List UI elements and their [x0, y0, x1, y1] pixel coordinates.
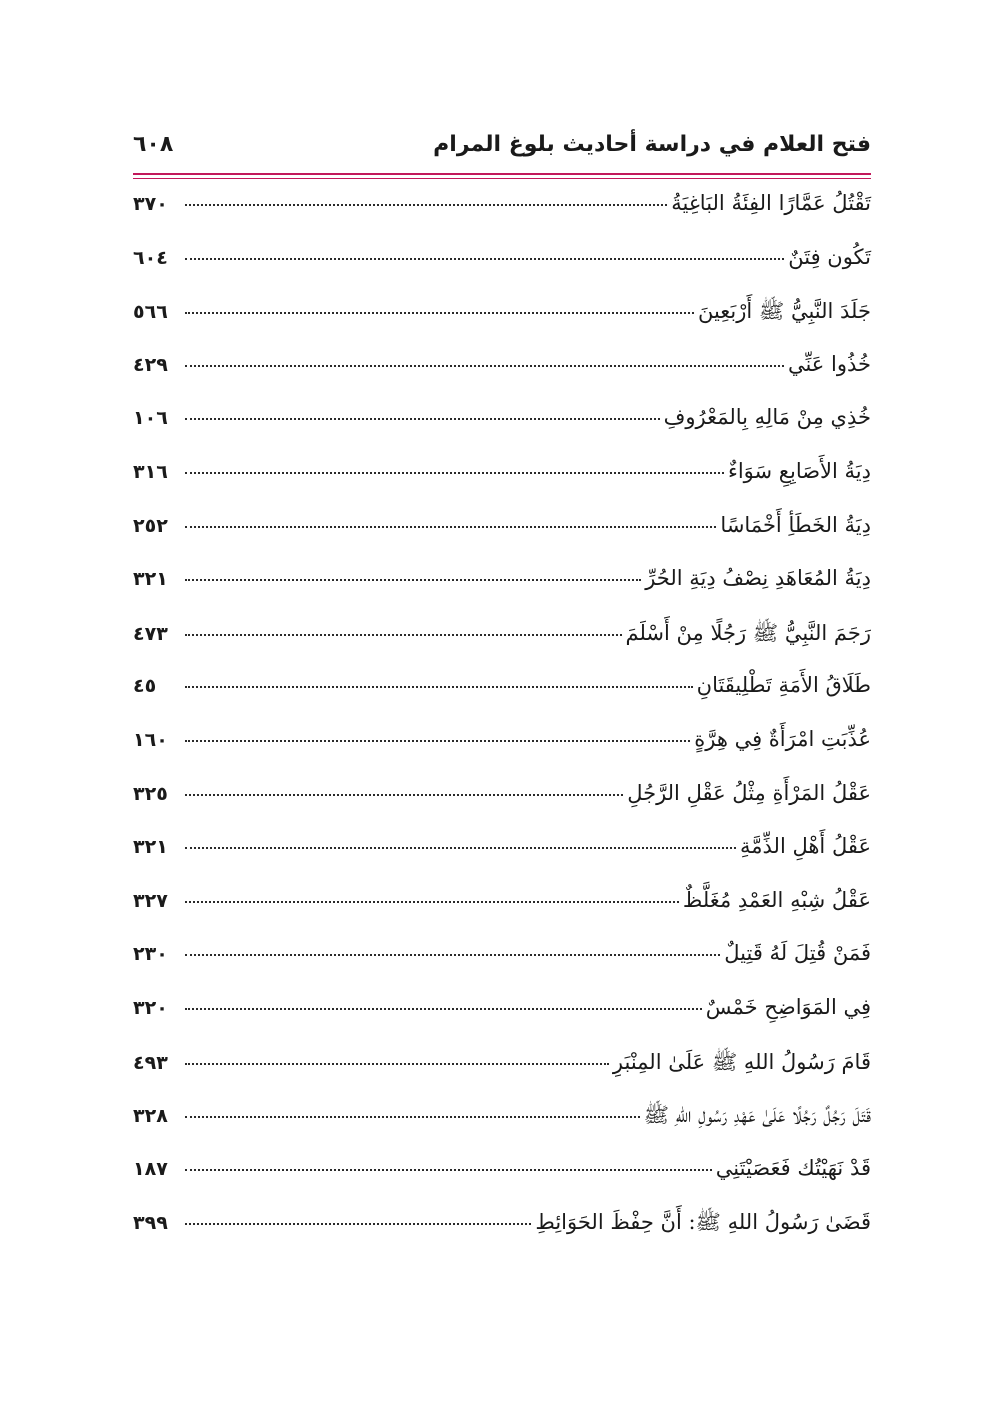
hadith-text: قَضَىٰ رَسُولُ اللهِ ﷺ: أَنَّ حِفْظَ الحَوَائِطِ [535, 1210, 871, 1235]
dot-leader [185, 1116, 640, 1118]
index-entry [133, 995, 871, 1049]
dot-leader [185, 1063, 609, 1065]
entry-page-number: ٢٥٢ [133, 514, 168, 537]
page-number: ٦٠٨ [133, 132, 174, 157]
index-entry [133, 941, 871, 995]
entry-page-number: ٣٢٥ [133, 782, 168, 805]
book-title: فتح العلام في دراسة أحاديث بلوغ المرام [433, 132, 871, 157]
hadith-text: فِي المَوَاضِحِ خَمْسٌ [705, 994, 871, 1019]
entry-page-number: ٤٢٩ [133, 353, 168, 376]
dot-leader [185, 740, 690, 742]
entry-page-number: ٣٩٩ [133, 1212, 168, 1235]
hadith-text: جَلَدَ النَّبِيُّ ﷺ أَرْبَعِينَ [697, 299, 871, 324]
dot-leader [185, 1008, 702, 1010]
dot-leader [185, 418, 660, 420]
index-entry [133, 1209, 871, 1263]
dot-leader [185, 1223, 531, 1225]
entry-page-number: ٣٧٠ [133, 193, 168, 215]
dot-leader [185, 686, 693, 688]
index-entry [133, 620, 871, 674]
hadith-text: دِيَةُ المُعَاهَدِ نِصْفُ دِيَةِ الحُرِّ [645, 566, 871, 591]
dot-leader [185, 634, 622, 636]
hadith-text: دِيَةُ الخَطَأِ أَخْمَاسًا [720, 512, 871, 537]
entry-page-number: ٤٧٣ [133, 622, 168, 645]
hadith-text: طَلَاقُ الأَمَةِ تَطْلِيقَتَانِ [696, 673, 871, 698]
index-entry [133, 673, 871, 727]
hadith-text: خُذُوا عَنِّي [787, 351, 871, 376]
hadith-text: تَقْتُلُ عَمَّارًا الفِئَةُ البَاغِيَةُ [671, 191, 871, 215]
hadith-text: دِيَةُ الأَصَابِعِ سَوَاءٌ [727, 458, 871, 483]
entry-page-number: ٣٢٠ [133, 996, 168, 1019]
dot-leader [185, 794, 623, 796]
index-entry [133, 566, 871, 620]
index-entry [133, 1156, 871, 1210]
running-header [133, 130, 871, 170]
index-entry [133, 459, 871, 513]
hadith-text: فَمَنْ قُتِلَ لَهُ قَتِيلٌ [724, 941, 871, 966]
entry-page-number: ٣٢٧ [133, 889, 168, 912]
index-entry [133, 245, 871, 299]
entry-page-number: ١٨٧ [133, 1157, 168, 1180]
entry-page-number: ٣١٦ [133, 460, 168, 483]
dot-leader [185, 365, 784, 367]
index-entry [133, 405, 871, 459]
index-entry [133, 888, 871, 942]
dot-leader [185, 526, 716, 528]
entry-page-number: ٦٠٤ [133, 246, 168, 269]
hadith-text: قَامَ رَسُولُ اللهِ ﷺ عَلَىٰ المِنْبَرِ [612, 1049, 871, 1074]
entry-page-number: ٣٢١ [133, 836, 168, 859]
dot-leader [185, 954, 720, 956]
index-entry [133, 513, 871, 567]
dot-leader [185, 901, 679, 903]
index-entry [133, 191, 871, 245]
entry-page-number: ١٠٦ [133, 407, 168, 430]
header-rule-thick [133, 173, 871, 175]
dot-leader [185, 258, 784, 260]
entry-page-number: ٤٥ [133, 675, 157, 698]
entry-page-number: ٣٢٨ [133, 1105, 168, 1128]
hadith-text: خُذِي مِنْ مَالِهِ بِالمَعْرُوفِ [663, 405, 871, 430]
header-rule-thin [133, 178, 871, 179]
hadith-text: عَقْلُ أَهْلِ الذِّمَّةِ [740, 834, 871, 859]
hadith-text: عَقْلُ شِبْهِ العَمْدِ مُغَلَّظٌ [682, 887, 871, 912]
dot-leader [185, 204, 667, 206]
entry-page-number: ١٦٠ [133, 728, 168, 751]
index-entry [133, 1049, 871, 1103]
hadith-text: قَتَلَ رَجُلٌ رَجُلًا عَلَىٰ عَهْدِ رَسُولِ اللهِ ﷺ [643, 1103, 871, 1128]
hadith-text: رَجَمَ النَّبِيُّ ﷺ رَجُلًا مِنْ أَسْلَمَ [625, 620, 871, 645]
hadith-text: قَدْ نَهَيْتُك فَعَصَيْتَنِي [715, 1155, 871, 1180]
dot-leader [185, 312, 694, 314]
index-entry [133, 1102, 871, 1156]
index-entry [133, 727, 871, 781]
index-entry [133, 298, 871, 352]
entry-page-number: ٥٦٦ [133, 301, 168, 324]
hadith-index-list [133, 191, 871, 1263]
hadith-text: تَكُون فِتَنٌ [788, 244, 871, 269]
entry-page-number: ٣٢١ [133, 568, 168, 591]
dot-leader [185, 472, 724, 474]
hadith-text: عُذِّبَتِ امْرَأَةٌ فِي هِرَّةٍ [694, 726, 871, 751]
dot-leader [185, 847, 736, 849]
entry-page-number: ٤٩٣ [133, 1051, 168, 1074]
index-entry [133, 352, 871, 406]
hadith-text: عَقْلُ المَرْأَةِ مِثْلُ عَقْلِ الرَّجُلِ [627, 780, 871, 805]
entry-page-number: ٢٣٠ [133, 943, 168, 966]
index-entry [133, 781, 871, 835]
dot-leader [185, 579, 641, 581]
dot-leader [185, 1169, 712, 1171]
index-entry [133, 834, 871, 888]
